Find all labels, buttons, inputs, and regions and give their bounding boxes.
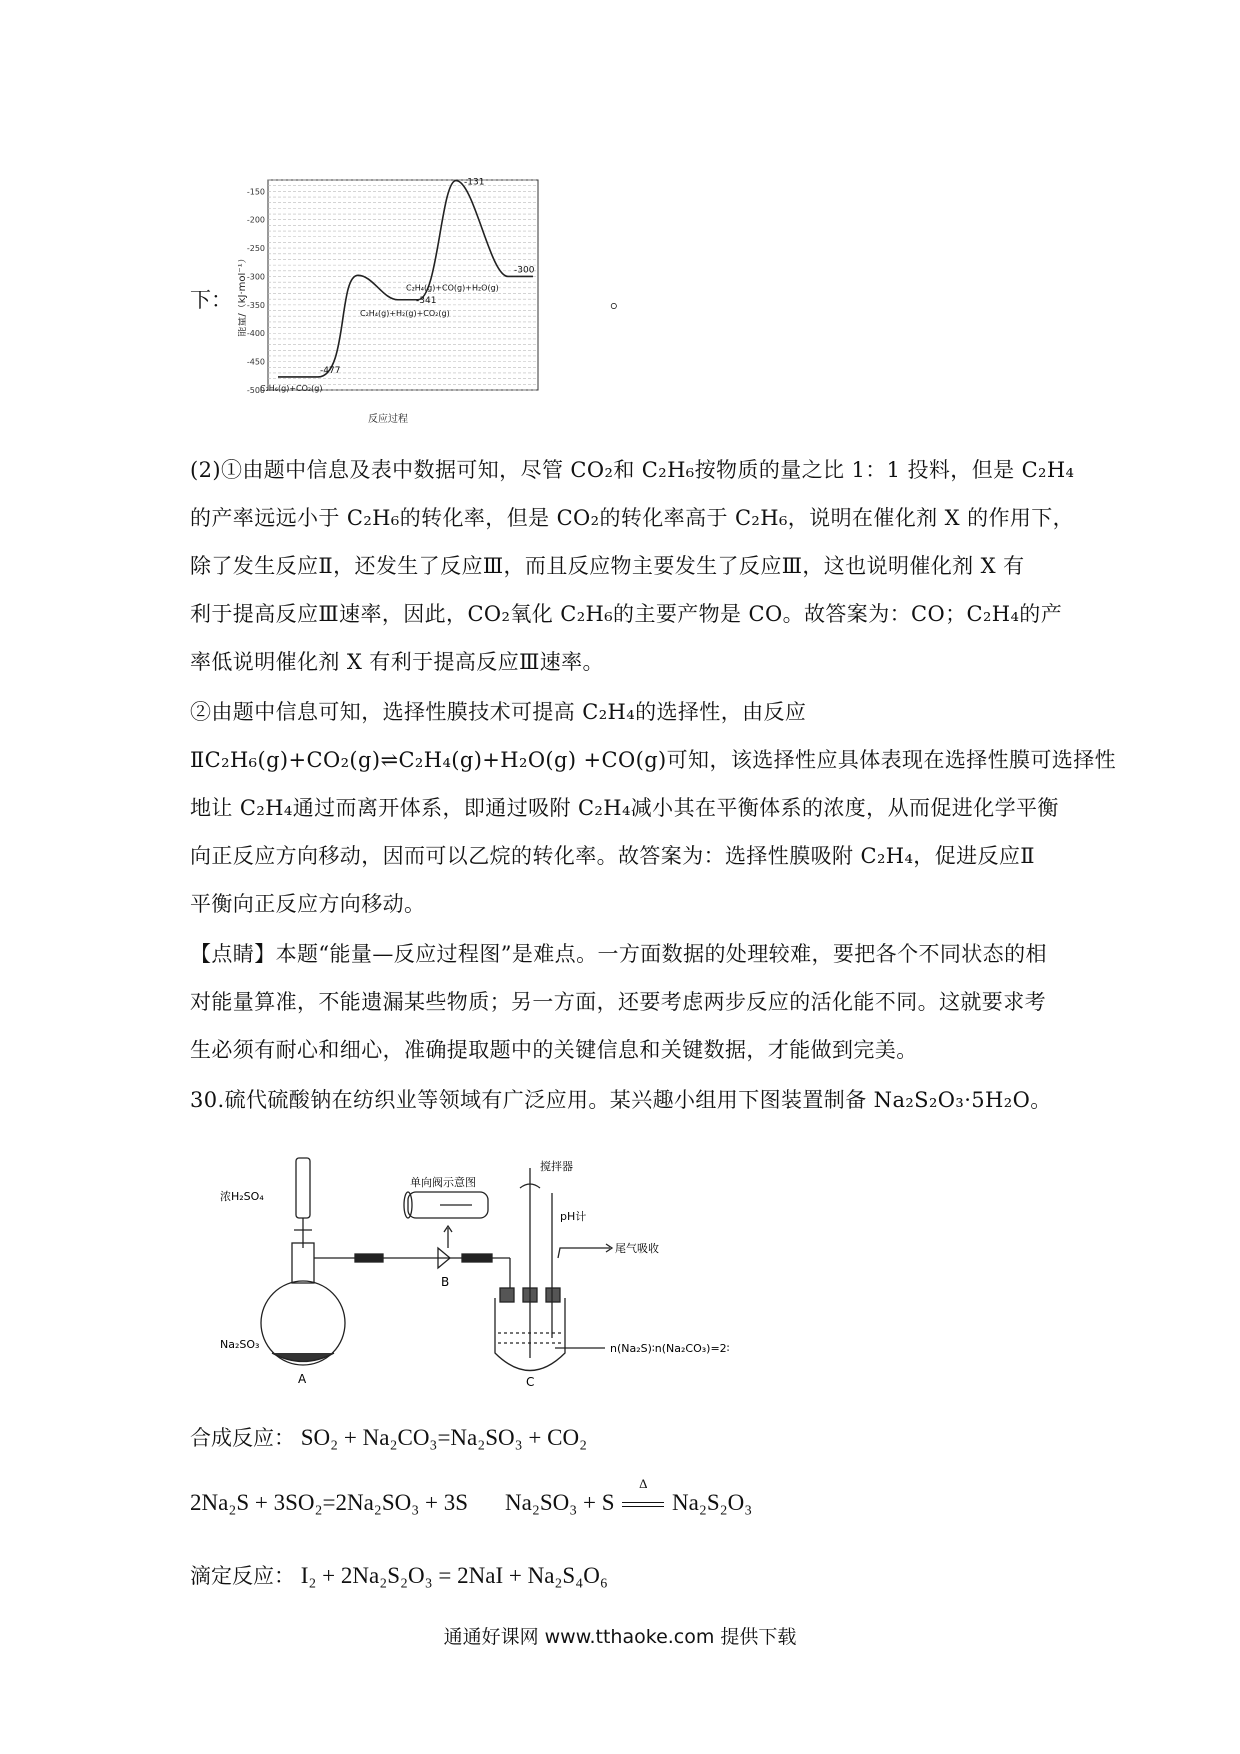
post-chart-text: 。 <box>610 288 631 312</box>
data-label: -341 <box>416 295 437 306</box>
label-valve: 单向阀示意图 <box>410 1176 476 1189</box>
text-line: ⅡC₂H₆(g)+CO₂(g)⇌C₂H₄(g)+H₂O(g) +CO(g)可知，该选择性应具体表现在选择性膜可选择性 <box>190 748 1117 772</box>
separatory-funnel <box>296 1158 310 1218</box>
label-na2so3: Na₂SO₃ <box>220 1338 260 1351</box>
question-30 <box>190 1076 1060 1124</box>
comment-paragraph <box>190 930 1060 1074</box>
equation-text: SO₂ + Na₂CO₃=Na₂SO₃ + CO₂ <box>300 1425 588 1450</box>
y-tick-label: -250 <box>246 244 265 254</box>
y-tick-label: -350 <box>246 300 265 310</box>
state-label: C₂H₆(g)+CO₂(g) <box>260 383 323 393</box>
y-tick-label: -400 <box>246 329 265 339</box>
equation-text: Na₂SO₃ + S <box>505 1490 615 1515</box>
data-label: -131 <box>464 177 485 188</box>
text-line: ②由题中信息可知，选择性膜技术可提高 C₂H₄的选择性，由反应 <box>190 700 807 724</box>
tail-gas-tube <box>558 1248 610 1258</box>
state-label: C₂H₄(g)+H₂(g)+CO₂(g) <box>360 308 450 318</box>
question-text: 30.硫代硫酸钠在纺织业等领域有广泛应用。某兴趣小组用下图装置制备 Na₂S₂O₃·5H₂O。 <box>190 1088 1052 1112</box>
titration-label: 滴定反应： <box>190 1564 295 1588</box>
text-line: 【点睛】本题“能量—反应过程图”是难点。一方面数据的处理较难，要把各个不同状态的相 <box>190 942 1047 966</box>
apparatus-svg <box>210 1148 730 1388</box>
titration-equation <box>190 1560 608 1590</box>
text-line: (2)①由题中信息及表中数据可知，尽管 CO₂和 C₂H₆按物质的量之比 1：1 投料，但是 C₂H₄ <box>190 458 1075 482</box>
text-line: 对能量算准，不能遗漏某些物质；另一方面，还要考虑两步反应的活化能不同。这就要求考 <box>190 990 1046 1014</box>
label-ratio: n(Na₂S)∶n(Na₂CO₃)=2∶1 <box>610 1342 730 1355</box>
text-line: 平衡向正反应方向移动。 <box>190 892 426 916</box>
equation-text: Na₂S₂O₃ <box>672 1490 753 1515</box>
data-label: -477 <box>320 365 341 376</box>
text-line: 向正反应方向移动，因而可以乙烷的转化率。故答案为：选择性膜吸附 C₂H₄，促进反应Ⅱ <box>190 844 1035 868</box>
round-bottom-flask <box>261 1281 345 1365</box>
label-B: B <box>441 1275 450 1289</box>
y-tick-label: -300 <box>246 272 265 282</box>
text-line: 的产率远远小于 C₂H₆的转化率，但是 CO₂的转化率高于 C₂H₆，说明在催化剂 X 的作用下， <box>190 506 1075 530</box>
synthesis-label: 合成反应： <box>190 1426 295 1450</box>
y-tick-label: -500 <box>246 386 265 395</box>
text-line: 生必须有耐心和细心，准确提取题中的关键信息和关键数据，才能做到完美。 <box>190 1038 918 1062</box>
synthesis-equation-1 <box>190 1422 587 1452</box>
text-line: 地让 C₂H₄通过而离开体系，即通过吸附 C₂H₄减小其在平衡体系的浓度，从而促进化学平衡 <box>190 796 1059 820</box>
equation-text: 2Na₂S + 3SO₂=2Na₂SO₃ + 3S <box>190 1490 469 1515</box>
label-h2so4: 浓H₂SO₄ <box>220 1190 264 1203</box>
text-line: 利于提高反应Ⅲ速率，因此，CO₂氧化 C₂H₆的主要产物是 CO。故答案为：CO；C₂H₄的产 <box>190 602 1063 626</box>
answer-paragraph-2 <box>190 688 1117 928</box>
energy-profile-chart <box>238 170 608 425</box>
y-tick-label: -150 <box>246 187 265 197</box>
y-axis-label: 能量/（kJ·mol⁻¹） <box>238 253 248 337</box>
text-line: 除了发生反应Ⅱ，还发生了反应Ⅲ，而且反应物主要发生了反应Ⅲ，这也说明催化剂 X 有 <box>190 554 1025 578</box>
synthesis-equation-2 <box>190 1490 468 1516</box>
text-line: 率低说明催化剂 X 有利于提高反应Ⅲ速率。 <box>190 650 604 674</box>
data-label: -300 <box>514 265 535 276</box>
answer-paragraph-1 <box>190 446 1075 686</box>
energy-curve <box>278 181 533 377</box>
label-ph: pH计 <box>560 1210 587 1223</box>
y-tick-label: -450 <box>246 357 265 367</box>
page-footer: 通通好课网 www.tthaoke.com 提供下载 <box>443 1626 797 1648</box>
heat-condition: Δ <box>639 1476 648 1491</box>
pre-chart-text: 下： <box>190 288 232 312</box>
x-axis-label: 反应过程 <box>368 414 408 425</box>
equation-text: I₂ + 2Na₂S₂O₃ = 2NaI + Na₂S₄O₆ <box>300 1563 608 1588</box>
label-C: C <box>526 1375 535 1388</box>
label-A: A <box>298 1372 307 1386</box>
synthesis-equation-3 <box>505 1476 753 1516</box>
apparatus-diagram <box>210 1148 730 1388</box>
label-tail-gas: 尾气吸收 <box>615 1242 659 1255</box>
energy-chart-svg <box>238 170 608 425</box>
state-label: C₂H₄(g)+CO(g)+H₂O(g) <box>406 283 499 293</box>
label-stirrer: 搅拌器 <box>540 1160 573 1173</box>
y-tick-label: -200 <box>246 215 265 225</box>
flask-neck <box>292 1243 314 1283</box>
